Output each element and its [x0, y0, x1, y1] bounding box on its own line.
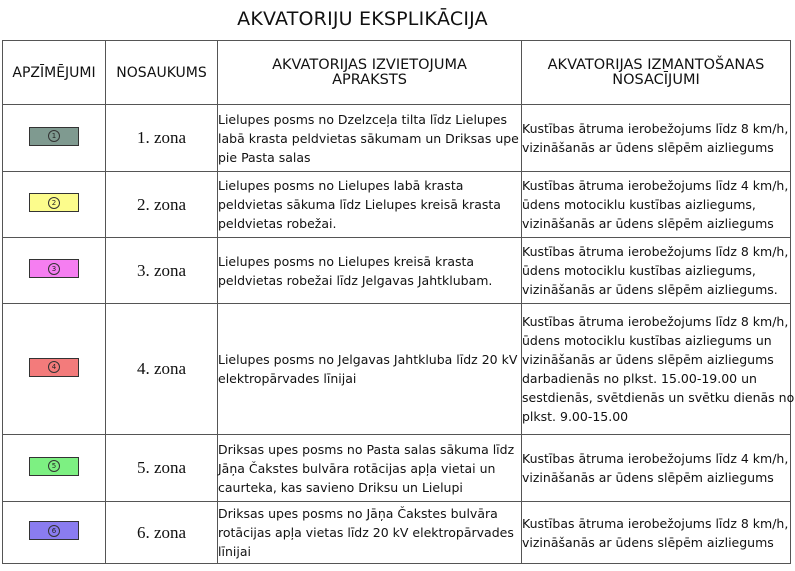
header-symbols: APZĪMĒJUMI [3, 41, 106, 105]
header-rules [522, 41, 791, 105]
zone-rules [522, 105, 791, 172]
header-description-line: APRAKSTS [332, 71, 407, 88]
rules-line: Kustības ātruma ierobežojums līdz 4 km/h, [522, 451, 789, 466]
header-description [218, 41, 522, 105]
description-line: peldvietas sākuma līdz Lielupes kreisā krasta [218, 197, 501, 212]
zone-rules [522, 502, 791, 564]
description-line: Driksas upes posms no Jāņa Čakstes bulvāra [218, 506, 498, 521]
symbol-cell [3, 435, 106, 502]
description-line: pie Pasta salas [218, 149, 311, 165]
zone-name: 6. zona [106, 502, 218, 564]
header-name: NOSAUKUMS [106, 41, 218, 105]
rules-line: Kustības ātruma ierobežojums līdz 8 km/h, [522, 314, 789, 329]
zone-description [218, 304, 522, 435]
rules-line: ūdens motociklu kustības aizliegums un [522, 333, 772, 348]
rules-line: darbadienās no plkst. 15.00-19.00 un [522, 371, 757, 386]
page-title: AKVATORIJU EKSPLIKĀCIJA [237, 8, 488, 30]
description-line: peldvietas robežai līdz Jelgavas Jahtklubam. [218, 272, 493, 288]
description-line: Driksas upes posms no Pasta salas sākuma līdz [218, 441, 515, 457]
rules-line: vizināšanās ar ūdens slēpēm aizliegums [522, 216, 774, 231]
rules-line: vizināšanās ar ūdens slēpēm aizliegums [522, 534, 774, 550]
description-line: labā krasta peldvietas sākumam un Driksas upe [218, 130, 519, 146]
rules-line: vizināšanās ar ūdens slēpēm aizliegums [522, 140, 774, 155]
description-line: Lielupes posms no Dzelzceļa tilta līdz Lielupes [218, 111, 507, 127]
zone-number-badge: 4 [48, 361, 60, 373]
zone-swatch [29, 127, 79, 146]
zone-swatch [29, 521, 79, 540]
rules-line: Kustības ātruma ierobežojums līdz 4 km/h, [522, 178, 789, 193]
zone-rules [522, 435, 791, 502]
zone-swatch [29, 457, 79, 476]
description-line: līnijai [218, 544, 251, 559]
zone-name: 1. zona [106, 105, 218, 172]
symbol-cell [3, 172, 106, 238]
zone-name: 2. zona [106, 172, 218, 238]
zone-name: 4. zona [106, 304, 218, 435]
zone-description [218, 238, 522, 304]
rules-line: vizināšanās ar ūdens slēpēm aizliegums [522, 470, 774, 485]
description-line: elektropārvades līnijai [218, 371, 357, 386]
explication-table [2, 40, 795, 564]
description-line: Lielupes posms no Jelgavas Jahtkluba līdz 20 kV [218, 352, 518, 367]
zone-number-badge: 5 [48, 460, 60, 472]
description-line: caurteka, kas savieno Driksu un Lielupi [218, 479, 463, 495]
table-row [3, 105, 791, 172]
header-description-line: AKVATORIJAS IZVIETOJUMA [272, 56, 467, 73]
zone-swatch [29, 259, 79, 278]
rules-line: plkst. 9.00-15.00 [522, 409, 629, 424]
table-row [3, 238, 791, 304]
rules-line: Kustības ātruma ierobežojums līdz 8 km/h, [522, 121, 789, 136]
header-rules-line: NOSACĪJUMI [612, 71, 700, 88]
zone-number-badge: 1 [48, 130, 60, 142]
description-line: peldvietas robežai. [218, 216, 337, 231]
description-line: Lielupes posms no Lielupes labā krasta [218, 178, 464, 193]
zone-description [218, 435, 522, 502]
description-line: Jāņa Čakstes bulvāra rotācijas apļa vietai un [218, 460, 496, 476]
rules-line: vizināšanās ar ūdens slēpēm aizliegums. [522, 282, 778, 297]
zone-rules [522, 304, 795, 435]
zone-description [218, 172, 522, 238]
header-row [3, 41, 791, 105]
table-row [3, 435, 791, 502]
zone-description [218, 502, 522, 564]
zone-number-badge: 6 [48, 525, 60, 537]
rules-line: sestdienās, svētdienās un svētku dienās no [522, 390, 795, 405]
symbol-cell [3, 105, 106, 172]
table-row [3, 502, 791, 564]
rules-line: ūdens motociklu kustības aizliegums, [522, 263, 756, 278]
zone-rules [522, 238, 791, 304]
zone-number-badge: 3 [48, 263, 60, 275]
zone-name: 3. zona [106, 238, 218, 304]
description-line: Lielupes posms no Lielupes kreisā krasta [218, 253, 475, 269]
zone-swatch [29, 193, 79, 212]
rules-line: Kustības ātruma ierobežojums līdz 8 km/h, [522, 515, 789, 531]
table-row [3, 172, 791, 238]
zone-rules [522, 172, 791, 238]
zone-number-badge: 2 [48, 197, 60, 209]
zone-swatch [29, 358, 79, 377]
description-line: rotācijas apļa vietas līdz 20 kV elektropārvades [218, 525, 514, 540]
rules-line: vizināšanās ar ūdens slēpēm aizliegums [522, 352, 774, 367]
table-row [3, 304, 791, 435]
rules-line: ūdens motociklu kustības aizliegums, [522, 197, 756, 212]
zone-name: 5. zona [106, 435, 218, 502]
symbol-cell [3, 502, 106, 564]
symbol-cell [3, 238, 106, 304]
symbol-cell [3, 304, 106, 435]
zone-description [218, 105, 522, 172]
header-rules-line: AKVATORIJAS IZMANTOŠANAS [547, 56, 765, 73]
rules-line: Kustības ātruma ierobežojums līdz 8 km/h, [522, 244, 789, 259]
